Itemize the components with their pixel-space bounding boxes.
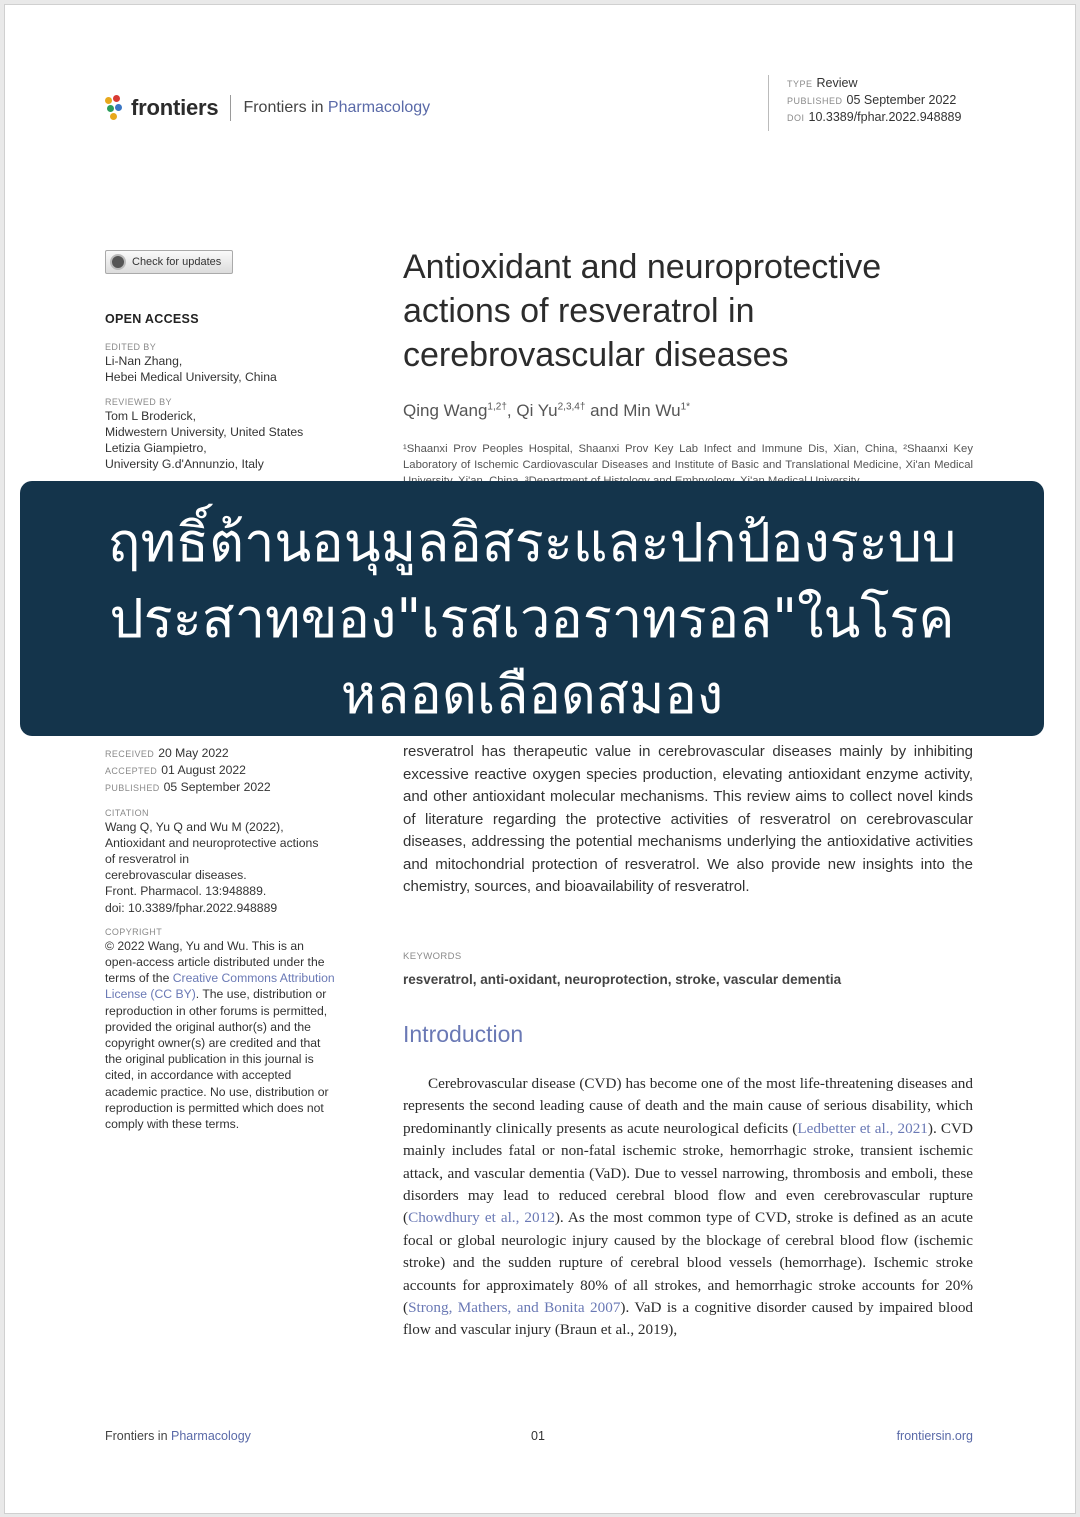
editor-line: Hebei Medical University, China xyxy=(105,370,277,385)
author-name[interactable]: Qi Yu xyxy=(516,401,558,420)
author-name[interactable]: Min Wu xyxy=(623,401,681,420)
open-access-label: OPEN ACCESS xyxy=(105,312,199,326)
citation-line: cerebrovascular diseases. xyxy=(105,868,247,883)
reviewer-line: Letizia Giampietro, xyxy=(105,441,207,456)
left-sidebar xyxy=(105,311,335,1132)
citation-label: CITATION xyxy=(105,807,149,818)
keywords-label: KEYWORDS xyxy=(403,951,462,962)
paper-page xyxy=(4,4,1076,1514)
citation-link[interactable]: Chowdhury et al., 2012 xyxy=(408,1209,555,1227)
body-text-segment: ). CVD mainly includes fatal or non-fatal ischemic stroke, hemorrhagic stroke, transient ischemic attack, and vascular dementia (VaD). Due to vessel narrowing, thrombosis and emboli, these disorders may lead to reduced cerebral blood flow and even cerebrovascular rupture ( xyxy=(403,1119,973,1227)
edited-by-label: EDITED BY xyxy=(105,342,157,353)
article-title xyxy=(403,245,1003,377)
published-date: 05 September 2022 xyxy=(846,93,957,107)
sidebar-published-date: PUBLISHED 05 September 2022 xyxy=(105,780,271,795)
body-text-segment: ). VaD is a cognitive disorder caused by impaired blood flow and vascular injury (Braun et al., 2019), xyxy=(403,1299,974,1339)
frontiers-logo[interactable] xyxy=(105,91,430,125)
editor-info xyxy=(105,353,335,385)
cc-by-license-link[interactable]: Creative Commons Attribution License (CC BY) xyxy=(105,971,335,1002)
citation-line: Wang Q, Yu Q and Wu M (2022), xyxy=(105,819,284,834)
citation-line: of resveratrol in xyxy=(105,852,189,867)
citation-link[interactable]: Ledbetter et al., 2021 xyxy=(797,1119,928,1137)
title-line: cerebrovascular diseases xyxy=(403,336,789,374)
introduction-heading: Introduction xyxy=(403,1021,524,1047)
reviewer-info xyxy=(105,408,335,473)
reviewer-line: University G.d'Annunzio, Italy xyxy=(105,457,264,472)
article-meta: TYPE Review PUBLISHED 05 September 2022 DOI 10.3389/fphar.2022.948889 xyxy=(768,75,961,131)
citation-line: Front. Pharmacol. 13:948889. xyxy=(105,884,267,899)
footer-site-link[interactable]: frontiersin.org xyxy=(896,1429,973,1443)
received-date: RECEIVED 20 May 2022 xyxy=(105,746,229,760)
article-type: Review xyxy=(816,76,858,90)
citation-text xyxy=(105,819,335,916)
frontiers-mark-icon xyxy=(105,95,125,121)
footer-journal: Frontiers in Pharmacology xyxy=(105,1429,251,1443)
check-updates-label: Check for updates xyxy=(132,256,222,268)
editor-line: Li-Nan Zhang, xyxy=(105,354,183,369)
banner-line: ฤทธิ์ต้านอนุมูลอิสระและปกป้องระบบ xyxy=(107,511,957,574)
reviewer-line: Tom L Broderick, xyxy=(105,408,196,423)
citation-line: Antioxidant and neuroprotective actions xyxy=(105,835,319,850)
thai-title-banner xyxy=(20,481,1044,736)
title-line: Antioxidant and neuroprotective xyxy=(403,248,882,286)
check-for-updates-button[interactable] xyxy=(105,250,233,274)
banner-line: ประสาทของ"เรสเวอราทรอล"ในโรค xyxy=(109,587,955,650)
author-affiliation-marker: 1,2† xyxy=(487,401,507,413)
brand-name: frontiers xyxy=(131,95,219,120)
journal-name: Frontiers in Pharmacology xyxy=(243,99,431,116)
author-name[interactable]: Qing Wang xyxy=(403,401,488,420)
keywords: resveratrol, anti-oxidant, neuroprotection, stroke, vascular dementia xyxy=(403,972,842,987)
introduction-body xyxy=(403,1073,973,1342)
reviewer-line: Midwestern University, United States xyxy=(105,424,304,439)
affiliations: ¹Shaanxi Prov Peoples Hospital, Shaanxi Prov Key Lab Infect and Immune Dis, Xian, China, ²Shaanxi Key Laboratory of Ischemic Cardiovascular Diseases and Institute of Basic and Translational Medicine, Xi'an Medical xyxy=(403,443,973,471)
citation-line: doi: 10.3389/fphar.2022.948889 xyxy=(105,900,278,915)
author-list: Qing Wang$^{1,2\dagger}$, Qi $Yu^{2,3,4\dagger}$ and Min $Wu^{1*}$ xyxy=(403,401,691,420)
doi: 10.3389/fphar.2022.948889 xyxy=(808,110,962,124)
author-affiliation-marker: 1* xyxy=(680,401,691,413)
copyright-text: © 2022 Wang, Yu and Wu. This is an open-access article distributed under the terms of the Creative Commons Attribution License (CC BY). The use, distribution or reproduction in other forums is permitted, provided the original author(s) and the copyright owner(s) are credited and that the original publication in this journal is cited, in accordance with accepted academic practice. No use, distribution or reproduction is permitted which does not comply with these terms. xyxy=(105,938,335,1132)
body-text-segment: Cerebrovascular disease (CVD) has become one of the most life-threatening diseases and represents the second leading cause of death and the main cause of serious disability, which predominantly clinically presents as acute neurological deficits ( xyxy=(403,1075,973,1137)
logo-divider xyxy=(230,95,231,121)
reviewed-by-label: REVIEWED BY xyxy=(105,396,172,407)
copyright-label: COPYRIGHT xyxy=(105,926,163,937)
citation-link[interactable]: Strong, Mathers, and Bonita 2007 xyxy=(408,1299,621,1317)
author-affiliation-marker: 2,3,4† xyxy=(557,401,586,413)
check-updates-icon xyxy=(110,254,126,270)
page-number: 01 xyxy=(531,1429,545,1443)
body-text-segment: ). As the most common type of CVD, stroke is defined as an acute focal or global neurologic injury caused by the blockage of cerebral blood flow (ischemic stroke) and the sudden rupture of cerebral blood vessels (hemorrhage). Ischemic stroke accounts for approximately 80% of all strokes, and hemorrhagic stroke accounts for 20% ( xyxy=(403,1209,974,1317)
abstract-text: resveratrol has therapeutic value in cerebrovascular diseases mainly by inhibiting excessive reactive oxygen species production, elevating antioxidant enzyme activity, and other antioxidant molecular mechanisms. This review aims to collect novel kinds of literature regarding the protective activities of resveratrol on cerebrovascular diseases, addressing the potential mechanisms underlying the antioxidative activities and mitochondrial protection of resveratrol. We also provide new insights into the chemistry, sources, and bioavailability of resveratrol. xyxy=(403,743,973,895)
title-line: actions of resveratrol in xyxy=(403,292,755,330)
accepted-date: ACCEPTED 01 August 2022 xyxy=(105,763,246,778)
banner-line: หลอดเลือดสมอง xyxy=(340,663,724,726)
